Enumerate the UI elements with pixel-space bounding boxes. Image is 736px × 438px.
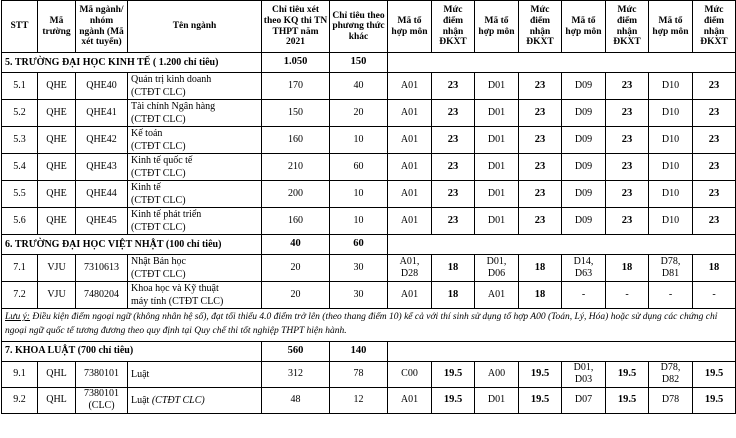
section-ct-thpt: 560 — [262, 341, 330, 361]
table-row — [2, 208, 736, 235]
cell-khac: 10 — [330, 181, 388, 208]
ten-line-2: (CTĐT CLC) — [131, 87, 186, 98]
ten-line-2: (CTĐT CLC) — [131, 168, 186, 179]
cell-to-hop: A01 — [388, 282, 432, 309]
cell-diem: 23 — [606, 181, 649, 208]
cell-truong: QHL — [38, 361, 76, 387]
cell-truong: QHE — [38, 127, 76, 154]
cell-ten — [128, 387, 262, 413]
cell-to-hop: D09 — [562, 73, 606, 100]
cell-diem: 18 — [606, 255, 649, 282]
table-row — [2, 154, 736, 181]
cell-diem: 18 — [432, 255, 475, 282]
ten-line-1: Quản trị kinh doanh — [131, 74, 212, 85]
cell-ma: 7380101 — [76, 361, 128, 387]
section-empty — [388, 235, 736, 255]
cell-to-hop: D09 — [562, 208, 606, 235]
cell-truong: VJU — [38, 255, 76, 282]
cell-thpt: 160 — [262, 127, 330, 154]
cell-to-hop: - — [562, 282, 606, 309]
cell-diem: 23 — [606, 127, 649, 154]
note-cell — [2, 309, 736, 342]
section-ct-khac: 140 — [330, 341, 388, 361]
note-text: Điều kiện điểm ngoại ngữ (không nhân hệ số), đạt tối thiểu 4.0 điểm trở lên (theo thang điểm 10) kể cả với thí sinh sử dụng tổ hợp A00 (Toán, Lý, Hóa) hoặc sử dụng các chứng chỉ ngoại ngữ quốc tế tương đương theo quy định tại Quy chế thi tốt nghiệp THPT hiện hành. — [5, 312, 718, 336]
ten-line-1: Kế toán — [131, 128, 163, 139]
cell-to-hop: A01 — [388, 127, 432, 154]
table-row — [2, 100, 736, 127]
cell-diem: 23 — [519, 181, 562, 208]
cell-diem: 19.5 — [432, 387, 475, 413]
cell-thpt: 150 — [262, 100, 330, 127]
cell-to-hop: D01 — [475, 73, 519, 100]
ten-line-2: (CTĐT CLC) — [131, 114, 186, 125]
ten-line-1: Kinh tế — [131, 182, 161, 193]
cell-diem: 19.5 — [693, 387, 736, 413]
cell-stt: 9.1 — [2, 361, 38, 387]
cell-to-hop: D09 — [562, 181, 606, 208]
cell-diem: 19.5 — [432, 361, 475, 387]
section-title: 6. TRƯỜNG ĐẠI HỌC VIỆT NHẬT (100 chỉ tiêu) — [2, 235, 262, 255]
cell-ma: 7310613 — [76, 255, 128, 282]
cell-ma: 7380101 (CLC) — [76, 387, 128, 413]
table-row — [2, 361, 736, 387]
cell-ten: Luật — [128, 361, 262, 387]
cell-khac: 30 — [330, 255, 388, 282]
section-ct-thpt: 40 — [262, 235, 330, 255]
cell-khac: 10 — [330, 127, 388, 154]
cell-to-hop: A01 — [388, 154, 432, 181]
cell-to-hop: D78, D82 — [649, 361, 693, 387]
cell-to-hop: D10 — [649, 208, 693, 235]
cell-diem: 23 — [432, 73, 475, 100]
section-empty — [388, 53, 736, 73]
table-row — [2, 282, 736, 309]
cell-to-hop: D01 — [475, 208, 519, 235]
cell-diem: 23 — [693, 100, 736, 127]
cell-thpt: 200 — [262, 181, 330, 208]
cell-ten — [128, 154, 262, 181]
cell-to-hop: A01, D28 — [388, 255, 432, 282]
col-muc-diem-4: Mức điểm nhận ĐKXT — [693, 1, 736, 53]
section-ct-thpt: 1.050 — [262, 53, 330, 73]
section-header — [2, 235, 736, 255]
cell-to-hop: D01, D03 — [562, 361, 606, 387]
ten-line-1: Kinh tế phát triển — [131, 209, 202, 220]
cell-diem: - — [606, 282, 649, 309]
cell-khac: 60 — [330, 154, 388, 181]
ten-line-2: (CTĐT CLC) — [131, 141, 186, 152]
cell-stt: 7.2 — [2, 282, 38, 309]
col-muc-diem-2: Mức điểm nhận ĐKXT — [519, 1, 562, 53]
ten-line-2: máy tính (CTĐT CLC) — [131, 296, 224, 307]
cell-khac: 10 — [330, 208, 388, 235]
section-header — [2, 53, 736, 73]
cell-diem: 18 — [432, 282, 475, 309]
cell-ma: QHE43 — [76, 154, 128, 181]
cell-diem: 23 — [519, 154, 562, 181]
cell-to-hop: D01 — [475, 127, 519, 154]
cell-stt: 5.4 — [2, 154, 38, 181]
cell-to-hop: A00 — [475, 361, 519, 387]
cell-stt: 5.1 — [2, 73, 38, 100]
ten-line-1: Tài chính Ngân hàng — [131, 101, 216, 112]
cell-to-hop: D10 — [649, 154, 693, 181]
cell-diem: 19.5 — [606, 387, 649, 413]
col-ma-to-hop-1: Mã tổ hợp môn — [388, 1, 432, 53]
cell-diem: 23 — [432, 181, 475, 208]
ten-line-2: (CTĐT CLC) — [131, 222, 186, 233]
cell-ma: QHE41 — [76, 100, 128, 127]
col-stt: STT — [2, 1, 38, 53]
ten-line-2: (CTĐT CLC) — [131, 269, 186, 280]
cell-diem: 23 — [693, 73, 736, 100]
cell-truong: VJU — [38, 282, 76, 309]
cell-to-hop: A01 — [388, 100, 432, 127]
cell-diem: 23 — [693, 208, 736, 235]
cell-diem: 23 — [519, 73, 562, 100]
cell-stt: 7.1 — [2, 255, 38, 282]
cell-diem: 23 — [693, 127, 736, 154]
col-ma-to-hop-2: Mã tổ hợp môn — [475, 1, 519, 53]
cell-diem: 18 — [693, 255, 736, 282]
cell-to-hop: D10 — [649, 100, 693, 127]
cell-to-hop: A01 — [388, 73, 432, 100]
cell-diem: 23 — [432, 208, 475, 235]
cell-ma: QHE45 — [76, 208, 128, 235]
ten-line-1: Nhật Bản học — [131, 256, 186, 267]
cell-truong: QHE — [38, 73, 76, 100]
col-ma-truong: Mã trường — [38, 1, 76, 53]
cell-diem: 19.5 — [519, 387, 562, 413]
cell-ten — [128, 255, 262, 282]
cell-to-hop: D10 — [649, 73, 693, 100]
col-chi-tieu-khac: Chỉ tiêu theo phương thức khác — [330, 1, 388, 53]
col-ma-to-hop-3: Mã tổ hợp môn — [562, 1, 606, 53]
cell-khac: 78 — [330, 361, 388, 387]
cell-to-hop: A01 — [388, 387, 432, 413]
cell-thpt: 160 — [262, 208, 330, 235]
cell-diem: 23 — [606, 154, 649, 181]
col-ma-nganh: Mã ngành/ nhóm ngành (Mã xét tuyển) — [76, 1, 128, 53]
table-row — [2, 255, 736, 282]
cell-to-hop: D09 — [562, 154, 606, 181]
cell-stt: 9.2 — [2, 387, 38, 413]
cell-to-hop: D10 — [649, 181, 693, 208]
cell-to-hop: D07 — [562, 387, 606, 413]
note-row — [2, 309, 736, 342]
cell-diem: 23 — [606, 208, 649, 235]
table-row — [2, 73, 736, 100]
cell-stt: 5.6 — [2, 208, 38, 235]
section-title: 5. TRƯỜNG ĐẠI HỌC KINH TẾ ( 1.200 chỉ tiêu) — [2, 53, 262, 73]
cell-khac: 12 — [330, 387, 388, 413]
cell-to-hop: D78, D81 — [649, 255, 693, 282]
cell-to-hop: D01 — [475, 154, 519, 181]
cell-to-hop: A01 — [475, 282, 519, 309]
section-ct-khac: 150 — [330, 53, 388, 73]
cell-diem: 23 — [432, 100, 475, 127]
cell-ten — [128, 73, 262, 100]
section-title: 7. KHOA LUẬT (700 chỉ tiêu) — [2, 341, 262, 361]
cell-diem: 23 — [519, 208, 562, 235]
cell-to-hop: D01, D06 — [475, 255, 519, 282]
cell-thpt: 48 — [262, 387, 330, 413]
col-ten-nganh: Tên ngành — [128, 1, 262, 53]
cell-thpt: 20 — [262, 255, 330, 282]
cell-to-hop: A01 — [388, 181, 432, 208]
cell-diem: 23 — [606, 73, 649, 100]
cell-diem: 23 — [693, 181, 736, 208]
table-row — [2, 387, 736, 413]
cell-thpt: 170 — [262, 73, 330, 100]
ten-line-1: Kinh tế quốc tế — [131, 155, 193, 166]
cell-to-hop: D09 — [562, 127, 606, 154]
cell-to-hop: - — [649, 282, 693, 309]
col-chi-tieu-thpt: Chỉ tiêu xét theo KQ thi TN THPT năm 2021 — [262, 1, 330, 53]
table-row — [2, 127, 736, 154]
cell-truong: QHE — [38, 154, 76, 181]
cell-to-hop: D01 — [475, 181, 519, 208]
section-empty — [388, 341, 736, 361]
cell-diem: - — [693, 282, 736, 309]
ten-line-2: (CTĐT CLC) — [131, 195, 186, 206]
cell-ten — [128, 208, 262, 235]
cell-diem: 23 — [606, 100, 649, 127]
cell-khac: 20 — [330, 100, 388, 127]
header-row — [2, 1, 736, 53]
ten-line-1: Luật — [131, 394, 150, 406]
cell-stt: 5.3 — [2, 127, 38, 154]
cell-diem: 18 — [519, 282, 562, 309]
cell-ma: QHE40 — [76, 73, 128, 100]
cell-stt: 5.2 — [2, 100, 38, 127]
ten-clc: (CTĐT CLC) — [151, 394, 205, 406]
cell-thpt: 20 — [262, 282, 330, 309]
admission-table — [1, 0, 736, 414]
cell-ma: QHE44 — [76, 181, 128, 208]
cell-ten — [128, 100, 262, 127]
cell-to-hop: D01 — [475, 100, 519, 127]
cell-stt: 5.5 — [2, 181, 38, 208]
cell-to-hop: D09 — [562, 100, 606, 127]
cell-ma: QHE42 — [76, 127, 128, 154]
note-label: Lưu ý: — [5, 312, 30, 322]
cell-diem: 23 — [432, 154, 475, 181]
cell-ten — [128, 282, 262, 309]
cell-to-hop: A01 — [388, 208, 432, 235]
cell-diem: 23 — [432, 127, 475, 154]
cell-truong: QHL — [38, 387, 76, 413]
cell-diem: 23 — [519, 127, 562, 154]
cell-ten — [128, 127, 262, 154]
cell-ma: 7480204 — [76, 282, 128, 309]
cell-thpt: 210 — [262, 154, 330, 181]
cell-diem: 19.5 — [693, 361, 736, 387]
col-ma-to-hop-4: Mã tổ hợp môn — [649, 1, 693, 53]
cell-truong: QHE — [38, 208, 76, 235]
cell-to-hop: D14, D63 — [562, 255, 606, 282]
table-row — [2, 181, 736, 208]
cell-truong: QHE — [38, 181, 76, 208]
cell-to-hop: D78 — [649, 387, 693, 413]
cell-khac: 30 — [330, 282, 388, 309]
section-ct-khac: 60 — [330, 235, 388, 255]
cell-thpt: 312 — [262, 361, 330, 387]
section-header — [2, 341, 736, 361]
cell-diem: 23 — [519, 100, 562, 127]
cell-khac: 40 — [330, 73, 388, 100]
cell-diem: 19.5 — [606, 361, 649, 387]
cell-diem: 23 — [693, 154, 736, 181]
col-muc-diem-1: Mức điểm nhận ĐKXT — [432, 1, 475, 53]
cell-to-hop: D01 — [475, 387, 519, 413]
cell-to-hop: D10 — [649, 127, 693, 154]
cell-truong: QHE — [38, 100, 76, 127]
ten-line-1: Khoa học và Kỹ thuật — [131, 283, 219, 294]
cell-diem: 19.5 — [519, 361, 562, 387]
col-muc-diem-3: Mức điểm nhận ĐKXT — [606, 1, 649, 53]
cell-ten — [128, 181, 262, 208]
cell-to-hop: C00 — [388, 361, 432, 387]
cell-diem: 18 — [519, 255, 562, 282]
